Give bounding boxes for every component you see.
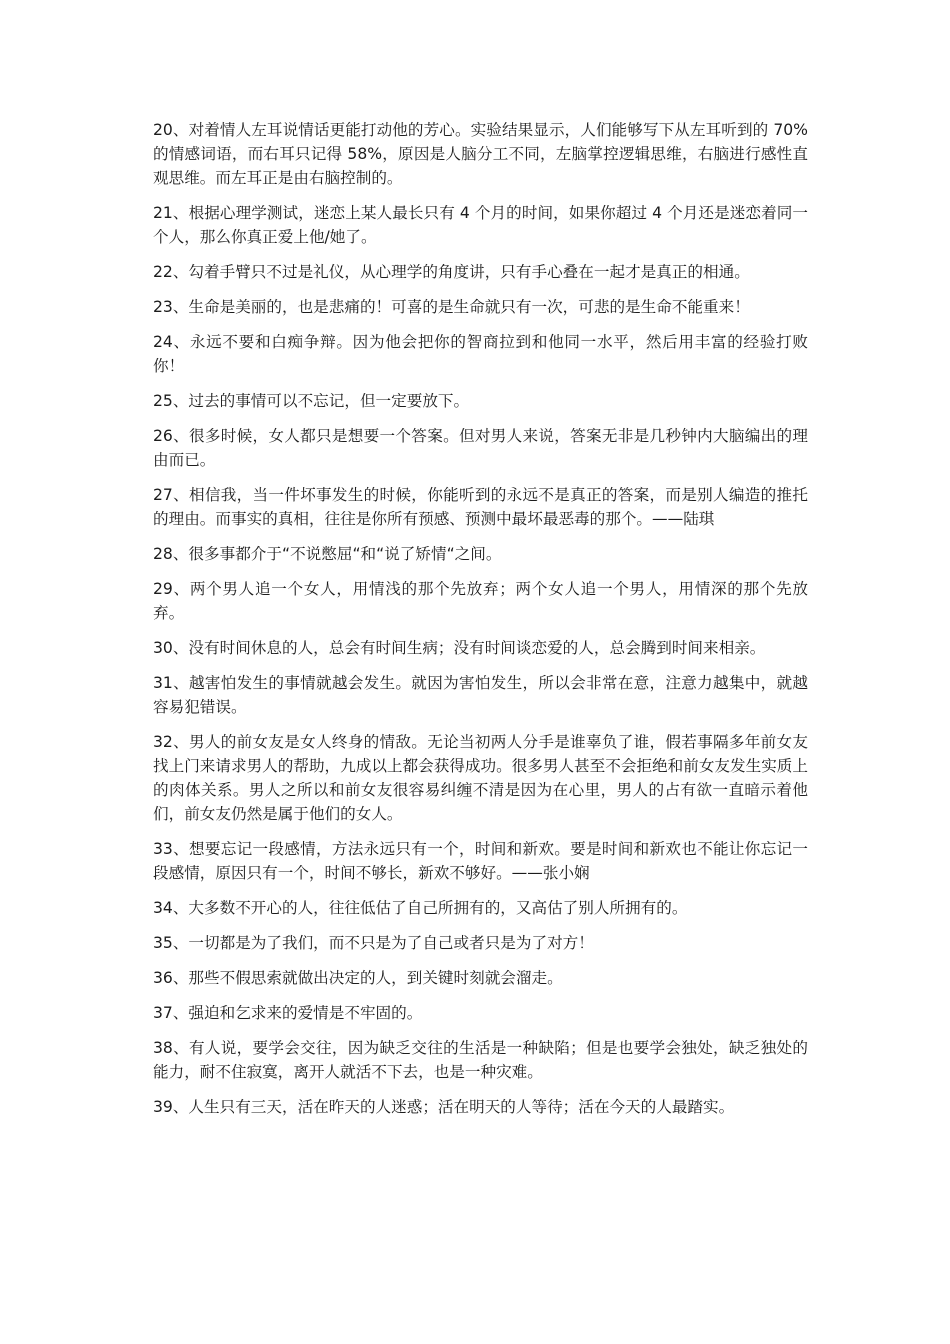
- quote-paragraph-20: 20、对着情人左耳说情话更能打动他的芳心。实验结果显示，人们能够写下从左耳听到的 70%的情感词语，而右耳只记得 58%，原因是人脑分工不同，左脑掌控逻辑思维，右脑进行感性直观思维。而左耳正是由右脑控制的。: [153, 121, 808, 187]
- quote-paragraph-37: 37、强迫和乞求来的爱情是不牢固的。: [153, 1004, 423, 1022]
- quote-paragraph-34: 34、大多数不开心的人，往往低估了自己所拥有的，又高估了别人所拥有的。: [153, 899, 688, 917]
- quote-paragraph-36: 36、那些不假思索就做出决定的人，到关键时刻就会溜走。: [153, 969, 563, 987]
- quote-paragraph-26: 26、很多时候，女人都只是想要一个答案。但对男人来说，答案无非是几秒钟内大脑编出的理由而已。: [153, 427, 808, 469]
- quote-paragraph-33: 33、想要忘记一段感情，方法永远只有一个，时间和新欢。要是时间和新欢也不能让你忘记一段感情，原因只有一个，时间不够长，新欢不够好。——张小娴: [153, 840, 808, 882]
- quote-paragraph-27: 27、相信我，当一件坏事发生的时候，你能听到的永远不是真正的答案，而是别人编造的推托的理由。而事实的真相，往往是你所有预感、预测中最坏最恶毒的那个。——陆琪: [153, 486, 808, 528]
- quote-paragraph-29: 29、两个男人追一个女人，用情浅的那个先放弃；两个女人追一个男人，用情深的那个先放弃。: [153, 580, 808, 622]
- quote-paragraph-35: 35、一切都是为了我们，而不只是为了自己或者只是为了对方！: [153, 934, 594, 952]
- quote-paragraph-22: 22、勾着手臂只不过是礼仪，从心理学的角度讲，只有手心叠在一起才是真正的相通。: [153, 263, 750, 281]
- quote-paragraph-39: 39、人生只有三天，活在昨天的人迷惑；活在明天的人等待；活在今天的人最踏实。: [153, 1098, 735, 1116]
- quote-list: [153, 118, 808, 1130]
- quote-paragraph-38: 38、有人说，要学会交往，因为缺乏交往的生活是一种缺陷；但是也要学会独处，缺乏独处的能力，耐不住寂寞，离开人就活不下去，也是一种灾难。: [153, 1039, 808, 1081]
- quote-paragraph-21: 21、根据心理学测试，迷恋上某人最长只有 4 个月的时间，如果你超过 4 个月还是迷恋着同一个人，那么你真正爱上他/她了。: [153, 204, 808, 246]
- quote-paragraph-25: 25、过去的事情可以不忘记，但一定要放下。: [153, 392, 470, 410]
- quote-paragraph-24: 24、永远不要和白痴争辩。因为他会把你的智商拉到和他同一水平，然后用丰富的经验打败你！: [153, 333, 808, 375]
- quote-paragraph-32: 32、男人的前女友是女人终身的情敌。无论当初两人分手是谁辜负了谁，假若事隔多年前女友找上门来请求男人的帮助，九成以上都会获得成功。很多男人甚至不会拒绝和前女友发生实质上的肉体关系。男人之所以和前女友很容易纠缠不清是因为在心里，男人的占有欲一直暗示着他们，前女友仍然是属于他们的女人。: [153, 733, 808, 823]
- quote-paragraph-23: 23、生命是美丽的，也是悲痛的！可喜的是生命就只有一次，可悲的是生命不能重来！: [153, 298, 750, 316]
- quote-paragraph-31: 31、越害怕发生的事情就越会发生。就因为害怕发生，所以会非常在意，注意力越集中，就越容易犯错误。: [153, 674, 808, 716]
- quote-paragraph-30: 30、没有时间休息的人，总会有时间生病；没有时间谈恋爱的人，总会腾到时间来相亲。: [153, 639, 766, 657]
- quote-paragraph-28: 28、很多事都介于“不说憋屈“和“说了矫情“之间。: [153, 545, 502, 563]
